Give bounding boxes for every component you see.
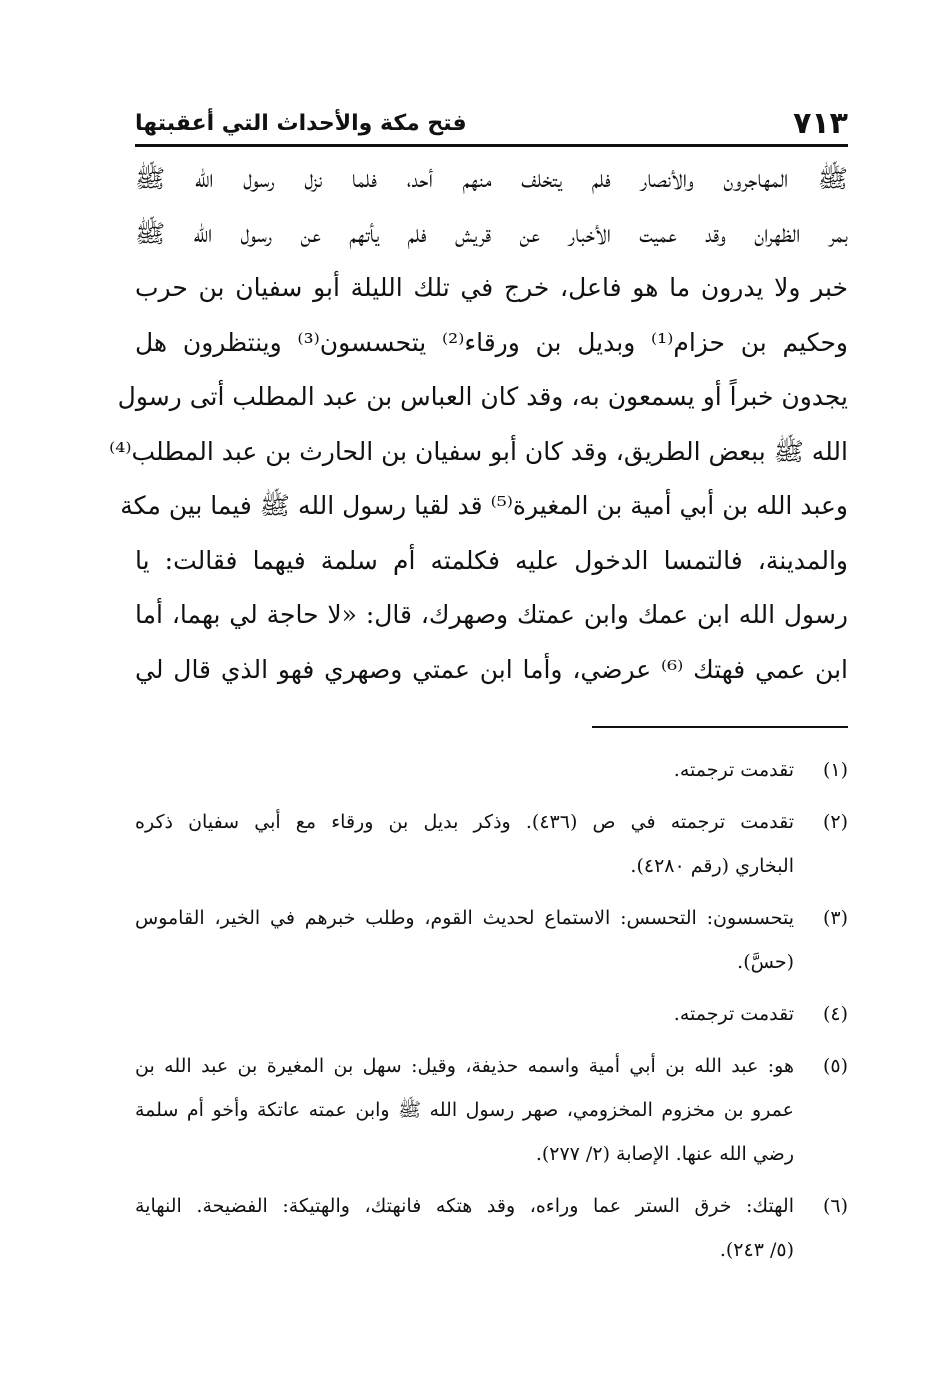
- footnote-text: رضي الله عنها. الإصابة (٢/ ٢٧٧).: [535, 1143, 794, 1165]
- text-line: والمدينة، فالتمسا الدخول عليه فكلمته أم سلمة فيهما فقالت: يا: [135, 545, 848, 575]
- text-line: خبر ولا يدرون ما هو فاعل، خرج في تلك الليلة أبو سفيان بن حرب: [135, 273, 848, 302]
- footnote-text: عمرو بن مخزوم المخزومي، صهر رسول الله ﷺ وابن عمته عاتكة وأخو أم سلمة: [135, 1099, 794, 1121]
- footnote-3: [135, 896, 848, 984]
- footnote-text: تقدمت ترجمته.: [673, 1003, 794, 1025]
- footnote-number: (٥): [822, 1055, 848, 1077]
- footnote-number: (١): [822, 759, 848, 781]
- footnote-4: [135, 992, 848, 1036]
- text-line: وحكيم بن حزام⁽¹⁾ وبديل بن ورقاء⁽²⁾ يتحسسون⁽³⁾ وينتظرون هل: [135, 327, 848, 357]
- footnotes: [135, 748, 848, 1280]
- footnote-separator: [592, 726, 848, 728]
- text-line: الله ﷺ ببعض الطريق، وقد كان أبو سفيان بن الحارث بن عبد المطلب⁽⁴⁾: [109, 436, 848, 466]
- footnote-text: تقدمت ترجمته.: [673, 759, 794, 781]
- footnote-text: (حسَّ).: [737, 951, 794, 973]
- footnote-text: هو: عبد الله بن أبي أمية واسمه حذيفة، وقيل: سهل بن المغيرة بن عبد الله بن: [135, 1055, 794, 1077]
- text-line: بمر الظهران وقد عميت الأخبار عن قريش فلم يأتهم عن رسول الله ﷺ: [135, 218, 848, 248]
- text-line: يجدون خبراً أو يسمعون به، وقد كان العباس بن عبد المطلب أتى رسول: [117, 382, 848, 411]
- footnote-number: (٤): [822, 1003, 848, 1025]
- page-number: ٧١٣: [793, 106, 848, 141]
- text-line: رسول الله ابن عمك وابن عمتك وصهرك، قال: «لا حاجة لي بهما، أما: [135, 600, 848, 629]
- main-text: [109, 152, 848, 697]
- chapter-title: فتح مكة والأحداث التي أعقبتها: [135, 111, 467, 136]
- page-header: [135, 100, 848, 144]
- footnote-text: (٥/ ٢٤٣).: [719, 1239, 794, 1261]
- footnote-number: (٢): [822, 811, 848, 833]
- text-line: ابن عمي فهتك ⁽⁶⁾ عرضي، وأما ابن عمتي وصهري فهو الذي قال لي: [135, 654, 848, 684]
- footnote-5: [135, 1044, 848, 1176]
- footnote-text: تقدمت ترجمته في ص (٤٣٦). وذكر بديل بن ورقاء مع أبي سفيان ذكره: [135, 811, 794, 833]
- footnote-text: الهتك: خرق الستر عما وراءه، وقد هتكه فانهتك، والهتيكة: الفضيحة. النهاية: [135, 1195, 794, 1217]
- text-line: وعبد الله بن أبي أمية بن المغيرة⁽⁵⁾ قد لقيا رسول الله ﷺ فيما بين مكة: [120, 491, 848, 520]
- footnote-number: (٣): [822, 907, 848, 929]
- footnote-1: [135, 748, 848, 792]
- footnote-text: البخاري (رقم ٤٢٨٠).: [630, 855, 794, 877]
- footnote-6: [135, 1184, 848, 1272]
- footnote-number: (٦): [822, 1195, 848, 1217]
- footnote-2: [135, 800, 848, 888]
- header-rule: [135, 144, 848, 147]
- footnote-text: يتحسسون: التحسس: الاستماع لحديث القوم، وطلب خبرهم في الخير، القاموس: [135, 907, 794, 929]
- text-line: ﷺ المهاجرون والأنصار فلم يتخلف منهم أحد، فلما نزل رسول الله ﷺ: [135, 164, 848, 193]
